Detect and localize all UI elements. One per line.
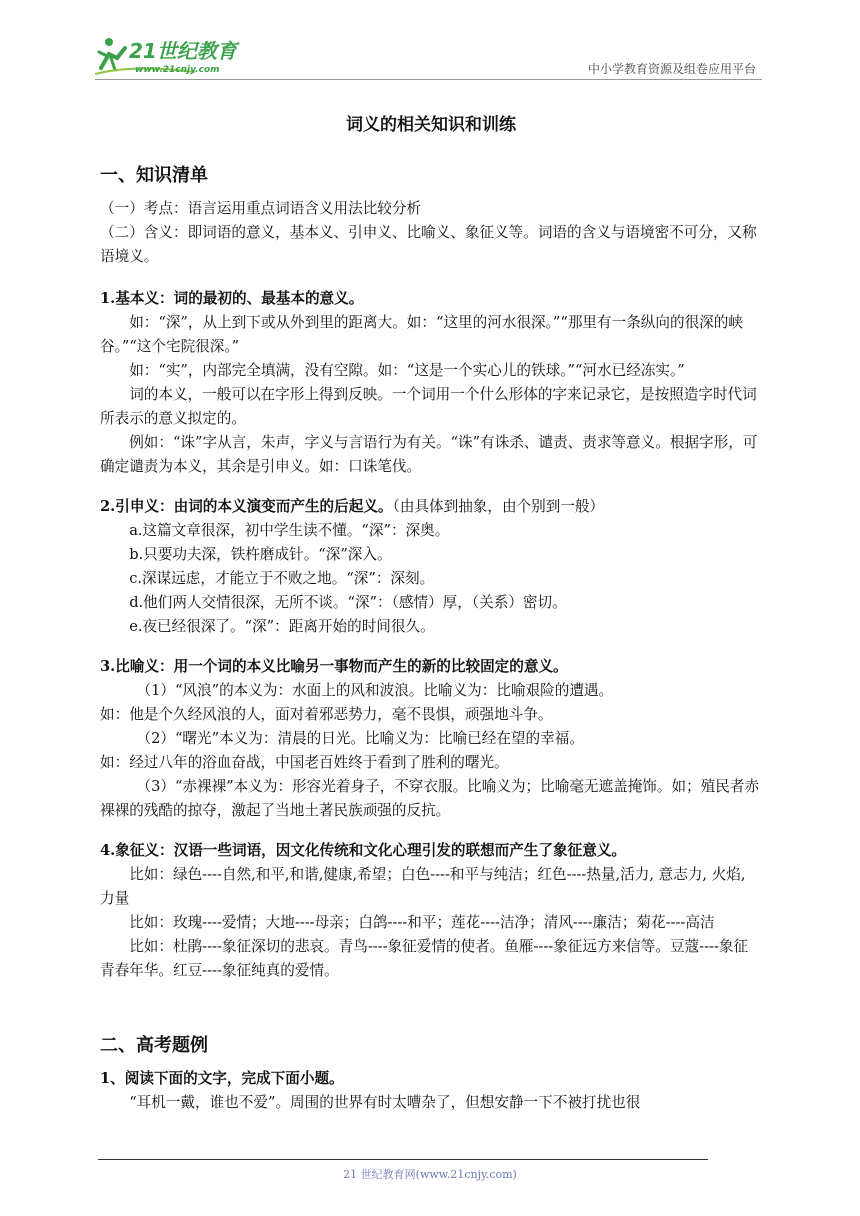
header-divider bbox=[95, 79, 762, 80]
metaphor-item-2: （2）“曙光”本义为：清晨的日光。比喻义为：比喻已经在望的幸福。 bbox=[136, 730, 584, 747]
heading-basic-meaning: 1.基本义：词的最初的、最基本的意义。 bbox=[100, 290, 364, 307]
metaphor-example-1: 如：他是个久经风浪的人，面对着邪恶势力，毫不畏惧，顽强地斗争。 bbox=[100, 706, 553, 723]
page-header bbox=[0, 0, 860, 100]
extended-title: 2.引申义：由词的本义演变而产生的后起义。 bbox=[100, 498, 393, 515]
heading-symbolic-meaning: 4.象征义：汉语一些词语，因文化传统和文化心理引发的联想而产生了象征意义。 bbox=[100, 842, 627, 859]
site-logo bbox=[95, 34, 265, 78]
logo-text: 21世纪教育 bbox=[129, 39, 237, 63]
question-1-passage: “耳机一戴，谁也不爱”。周围的世界有时太嘈杂了，但想安静一下不被打扰也很 bbox=[129, 1094, 641, 1111]
extended-item: a.这篇文章很深，初中学生读不懂。“深”：深奥。 bbox=[129, 522, 450, 539]
metaphor-example-2: 如：经过八年的浴血奋战，中国老百姓终于看到了胜利的曙光。 bbox=[100, 754, 509, 771]
exam-point: （一）考点：语言运用重点词语含义用法比较分析 bbox=[100, 200, 422, 217]
basic-example-2: 如：“实”，内部完全填满，没有空隙。如：“这是一个实心儿的铁球。”“河水已经冻实。” bbox=[129, 362, 685, 379]
document-body bbox=[100, 104, 762, 1115]
footer-divider bbox=[98, 1159, 708, 1160]
basic-example-1: 如：“深”，从上到下或从外到里的距离大。如：“这里的河水很深。”“那里有一条纵向的很深的峡谷。”“这个宅院很深。” bbox=[100, 314, 743, 355]
platform-name: 中小学教育资源及组卷应用平台 bbox=[587, 62, 756, 76]
meaning-definition: （二）含义：即词语的意义，基本义、引申义、比喻义、象征义等。词语的含义与语境密不可分，又称语境义。 bbox=[100, 224, 757, 265]
basic-example-3: 例如：“诛”字从言，朱声，字义与言语行为有关。“诛”有诛杀、谴责、责求等意义。根据字形，可确定谴责为本义，其余是引申义。如：口诛笔伐。 bbox=[100, 434, 758, 475]
basic-explanation: 词的本义，一般可以在字形上得到反映。一个词用一个什么形体的字来记录它，是按照造字时代词所表示的意义拟定的。 bbox=[100, 386, 757, 427]
symbolic-example-3: 比如：杜鹃----象征深切的悲哀。青鸟----象征爱情的使者。鱼雁----象征远方来信等。豆蔻----象征青春年华。红豆----象征纯真的爱情。 bbox=[100, 938, 749, 979]
extended-item: e.夜已经很深了。“深”：距离开始的时间很久。 bbox=[129, 618, 435, 635]
extended-item: c.深谋远虑，才能立于不败之地。“深”：深刻。 bbox=[129, 570, 435, 587]
section-heading-knowledge: 一、知识清单 bbox=[100, 165, 208, 186]
metaphor-item-1: （1）“风浪”的本义为：水面上的风和波浪。比喻义为：比喻艰险的遭遇。 bbox=[136, 682, 614, 699]
extended-note: （由具体到抽象，由个别到一般） bbox=[392, 498, 605, 515]
heading-extended-meaning bbox=[100, 495, 762, 519]
extended-item: b.只要功夫深，铁杵磨成针。“深”深入。 bbox=[129, 546, 392, 563]
document-title: 词义的相关知识和训练 bbox=[346, 115, 516, 135]
metaphor-item-3: （3）“赤裸裸”本义为：形容光着身子，不穿衣服。比喻义为；比喻毫无遮盖掩饰。如；殖民者赤裸裸的残酷的掠夺，激起了当地土著民族顽强的反抗。 bbox=[100, 778, 760, 819]
page-footer: 21 世纪教育网(www.21cnjy.com) bbox=[343, 1168, 517, 1181]
heading-metaphor-meaning: 3.比喻义：用一个词的本义比喻另一事物而产生的新的比较固定的意义。 bbox=[100, 658, 568, 675]
symbolic-example-1: 比如：绿色----自然,和平,和谐,健康,希望；白色----和平与纯洁；红色----热量,活力, 意志力, 火焰, 力量 bbox=[100, 866, 746, 907]
symbolic-example-2: 比如：玫瑰----爱情；大地----母亲；白鸽----和平；莲花----洁净；清风----廉洁；菊花----高洁 bbox=[129, 914, 715, 931]
section-heading-exam-examples: 二、高考题例 bbox=[100, 1035, 208, 1056]
extended-item: d.他们两人交情很深，无所不谈。“深”：（感情）厚，（关系）密切。 bbox=[129, 594, 567, 611]
question-1-prompt: 1、阅读下面的文字，完成下面小题。 bbox=[100, 1070, 344, 1087]
logo-url: www.21cnjy.com bbox=[135, 65, 220, 75]
